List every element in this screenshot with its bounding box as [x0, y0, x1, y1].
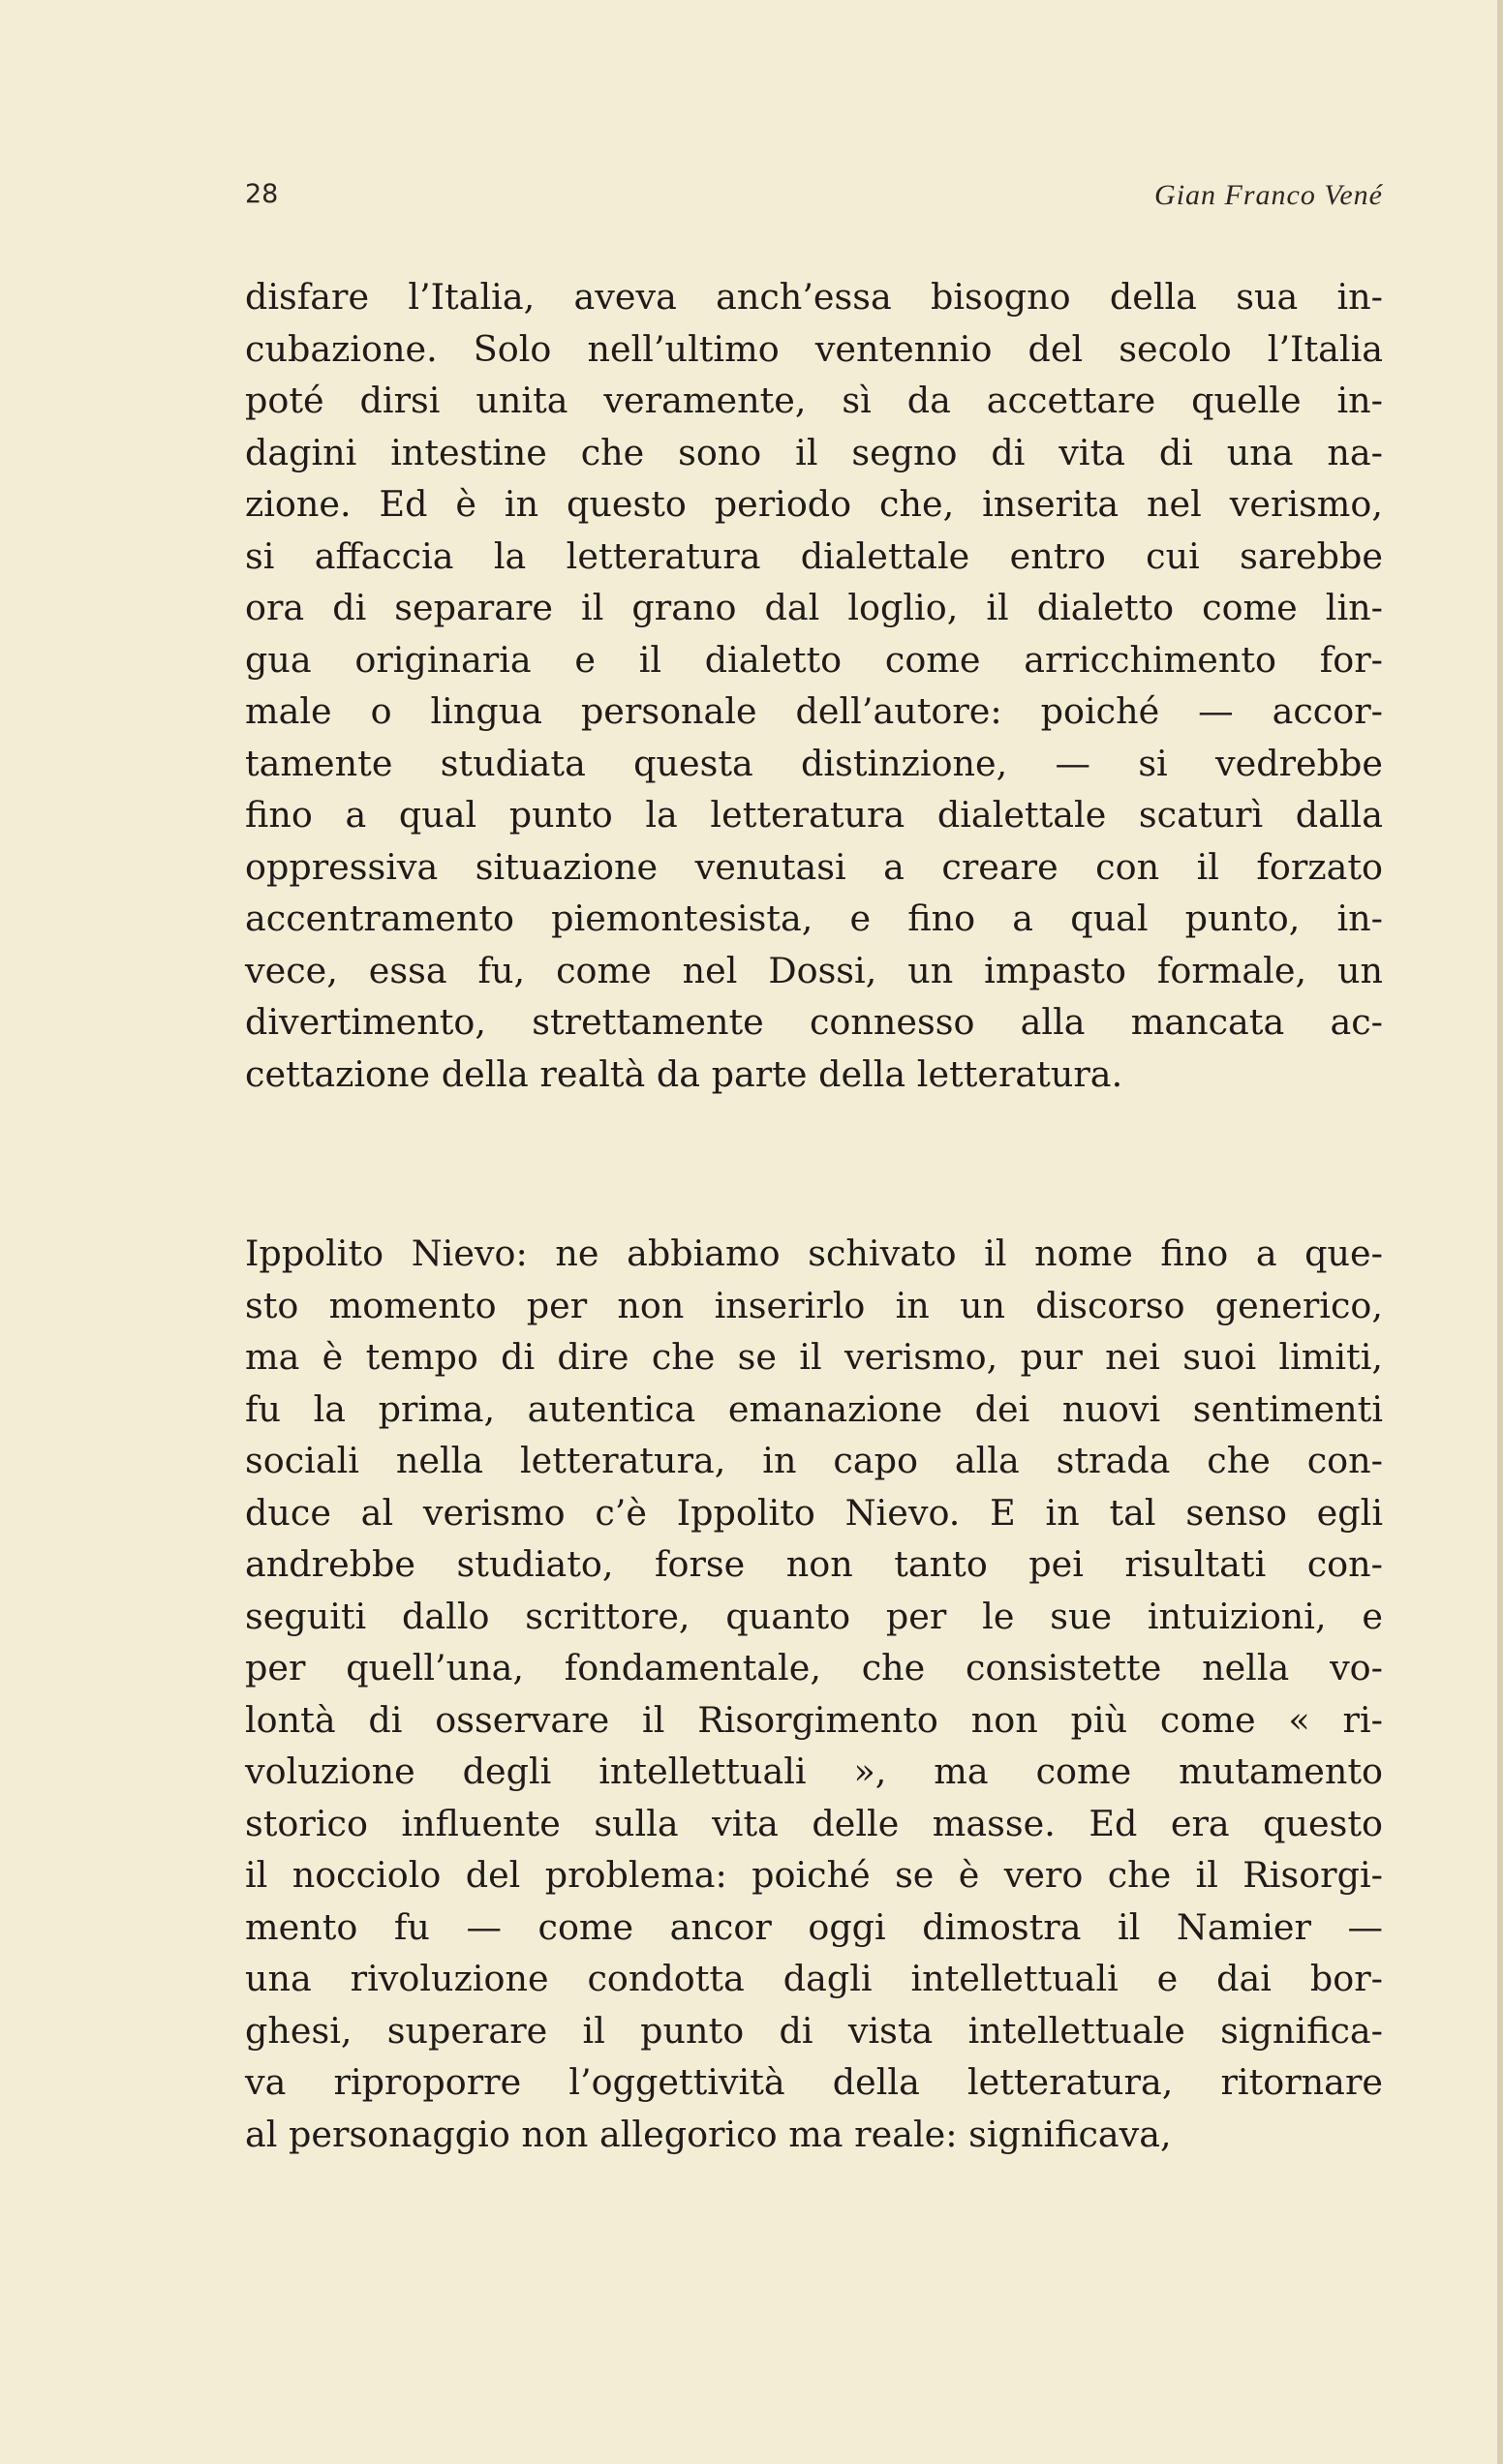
text-line: una rivoluzione condotta dagli intellettuali e dai bor- — [245, 1958, 1383, 1999]
text-line: per quell’una, fondamentale, che consistette nella vo- — [245, 1647, 1383, 1688]
text-line: accentramento piemontesista, e fino a qual punto, in- — [245, 897, 1383, 939]
text-line: duce al verismo c’è Ippolito Nievo. E in tal senso egli — [245, 1491, 1383, 1534]
text-line: fu la prima, autentica emanazione dei nuovi sentimenti — [245, 1387, 1383, 1430]
paragraph-1 — [245, 271, 1383, 1100]
text-line: Ippolito Nievo: ne abbiamo schivato il nome fino a que- — [245, 1232, 1383, 1274]
text-line: storico influente sulla vita delle masse. Ed era questo — [245, 1802, 1383, 1844]
text-line: poté dirsi unita veramente, sì da accettare quelle in- — [245, 380, 1383, 421]
paragraph-2 — [245, 1228, 1383, 2160]
text-line: divertimento, strettamente connesso alla mancata ac- — [245, 1001, 1383, 1043]
text-line: sociali nella letteratura, in capo alla strada che con- — [245, 1440, 1383, 1481]
text-line: seguiti dallo scrittore, quanto per le sue intuizioni, e — [245, 1595, 1383, 1637]
text-line: va riproporre l’oggettività della letteratura, ritornare — [245, 2061, 1383, 2103]
text-line: gua originaria e il dialetto come arricchimento for- — [245, 638, 1383, 681]
text-line: cettazione della realtà da parte della letteratura. — [245, 1052, 1123, 1095]
page-edge-shadow — [1497, 0, 1503, 2464]
running-head-author: Gian Franco Vené — [1154, 179, 1383, 211]
text-line: tamente studiata questa distinzione, — si vedrebbe — [245, 742, 1383, 784]
text-line: sto momento per non inserirlo in un discorso generico, — [245, 1284, 1383, 1326]
text-line: il nocciolo del problema: poiché se è vero che il Risorgi- — [245, 1854, 1383, 1896]
text-line: voluzione degli intellettuali », ma come mutamento — [245, 1750, 1383, 1792]
text-line: andrebbe studiato, forse non tanto pei risultati con- — [245, 1543, 1383, 1585]
text-line: mento fu — come ancor oggi dimostra il Namier — — [245, 1905, 1383, 1948]
text-line: si affaccia la letteratura dialettale entro cui sarebbe — [245, 534, 1383, 577]
text-line: disfare l’Italia, aveva anch’essa bisogno della sua in- — [245, 276, 1383, 318]
text-line: ghesi, superare il punto di vista intellettuale significa- — [245, 2009, 1383, 2052]
text-line: fino a qual punto la letteratura dialettale scaturì dalla — [245, 794, 1383, 836]
text-line: male o lingua personale dell’autore: poiché — accor- — [245, 690, 1383, 732]
text-line: lontà di osservare il Risorgimento non più come « ri- — [245, 1698, 1383, 1741]
page-number: 28 — [245, 179, 279, 209]
text-line: ma è tempo di dire che se il verismo, pur nei suoi limiti, — [245, 1336, 1383, 1378]
text-line: cubazione. Solo nell’ultimo ventennio del secolo l’Italia — [245, 327, 1383, 370]
text-line: vece, essa fu, come nel Dossi, un impasto formale, un — [245, 949, 1383, 991]
text-line: al personaggio non allegorico ma reale: significava, — [245, 2113, 1172, 2155]
text-line: dagini intestine che sono il segno di vita di una na- — [245, 431, 1383, 473]
text-line: ora di separare il grano dal loglio, il dialetto come lin- — [245, 587, 1383, 628]
running-head — [245, 179, 1383, 218]
text-line: zione. Ed è in questo periodo che, inserita nel verismo, — [245, 483, 1383, 525]
text-line: oppressiva situazione venutasi a creare con il forzato — [245, 845, 1383, 888]
